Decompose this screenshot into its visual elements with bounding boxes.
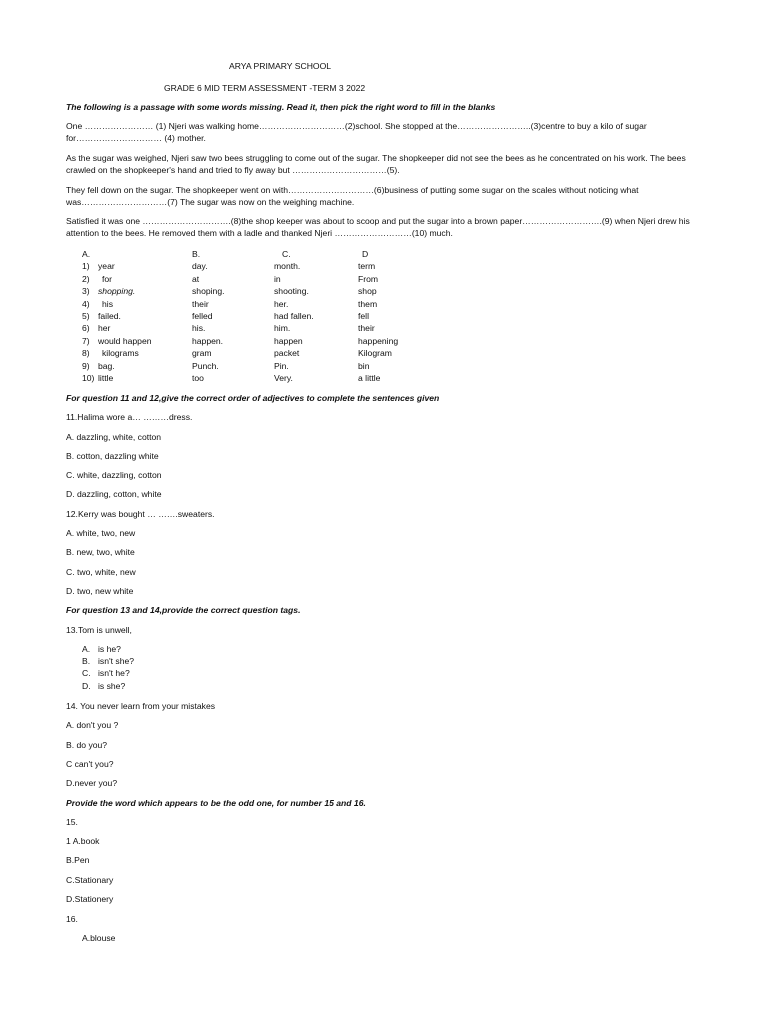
choice-option-a: kilograms xyxy=(102,348,139,359)
choice-option-c: happen xyxy=(274,335,303,346)
question-16: 16. xyxy=(66,914,78,924)
adjectives-instruction: For question 11 and 12,give the correct order of adjectives to complete the sentences given xyxy=(66,393,440,403)
question-11: 11.Halima wore a… ………dress. xyxy=(66,412,193,422)
choice-option-c: Very. xyxy=(274,372,293,383)
choice-number: 6) xyxy=(82,323,90,334)
choice-number: 1) xyxy=(82,261,90,272)
choice-option-a: his xyxy=(102,298,113,309)
choice-option-b: at xyxy=(192,273,200,284)
choice-option-d: bin xyxy=(358,360,370,371)
q14-option-d: D.never you? xyxy=(66,778,118,788)
choice-row xyxy=(66,335,466,347)
q11-option-a: A. dazzling, white, cotton xyxy=(66,432,162,442)
q14-option-a: A. don't you ? xyxy=(66,720,119,730)
choice-row xyxy=(66,372,466,384)
column-header-a: A. xyxy=(82,249,91,259)
oddone-instruction: Provide the word which appears to be the odd one, for number 15 and 16. xyxy=(66,798,366,808)
choice-option-d: term xyxy=(358,261,376,272)
column-header-b: B. xyxy=(192,249,201,259)
choice-option-a: her xyxy=(98,323,111,334)
tags-instruction: For question 13 and 14,provide the correct question tags. xyxy=(66,605,301,615)
choice-option-c: her. xyxy=(274,298,289,309)
choice-row xyxy=(66,260,466,272)
q11-option-b: B. cotton, dazzling white xyxy=(66,451,159,461)
choice-row xyxy=(66,360,466,372)
q16-option-a: A.blouse xyxy=(82,933,116,943)
choices-table xyxy=(66,248,466,384)
choice-option-b: their xyxy=(192,298,209,309)
q12-option-a: A. white, two, new xyxy=(66,528,136,538)
passage-paragraph-1: One …………………… (1) Njeri was walking home…………………………(2)school. She stopped at the……………………..(3)centre to buy a kilo of sugar for………………………… (4) mother. xyxy=(66,121,647,143)
choice-option-d: happening xyxy=(358,335,399,346)
q15-option-a: 1 A.book xyxy=(66,836,100,846)
choice-number: 5) xyxy=(82,310,90,321)
question-12: 12.Kerry was bought … …….sweaters. xyxy=(66,509,215,519)
passage-paragraph-2: As the sugar was weighed, Njeri saw two bees struggling to come out of the sugar. The shopkeeper did not see the bees as he concentrated on his work. The bees crawled on the shopkeeper's hand and tried to fly away but ……………………………(5). xyxy=(66,153,686,175)
choice-option-c: him. xyxy=(274,323,291,334)
passage-paragraph-4: Satisfied it was one ………………………….(8)the shop keeper was about to scoop and put the sugar into a brown paper……………………….(9) when Njeri drew his attention to the bees. He removed them with a ladle and thanked Njeri ………………………(10) much. xyxy=(66,216,690,238)
choice-option-d: them xyxy=(358,298,378,309)
q11-option-c: C. white, dazzling, cotton xyxy=(66,470,162,480)
choice-number: 9) xyxy=(82,360,90,371)
choice-option-a: would happen xyxy=(98,335,152,346)
q15-option-c: C.Stationary xyxy=(66,875,114,885)
cloze-instruction: The following is a passage with some words missing. Read it, then pick the right word to fill in the blanks xyxy=(66,102,496,112)
question-13: 13.Tom is unwell, xyxy=(66,625,132,635)
choice-number: 8) xyxy=(82,348,90,359)
passage-paragraph-3: They fell down on the sugar. The shopkeeper went on with…………………………(6)business of putting some sugar on the scales without noticing what was…………………………(7) The sugar was now on the weighing machine. xyxy=(66,185,639,207)
choice-row xyxy=(66,298,466,310)
choice-option-b: too xyxy=(192,372,204,383)
choice-number: 3) xyxy=(82,286,90,297)
choice-option-b: Punch. xyxy=(192,360,219,371)
choice-option-c: packet xyxy=(274,348,300,359)
choice-option-b: his. xyxy=(192,323,206,334)
choice-option-d: fell xyxy=(358,310,369,321)
assessment-title: GRADE 6 MID TERM ASSESSMENT -TERM 3 2022 xyxy=(164,83,366,93)
q15-option-b: B.Pen xyxy=(66,855,90,865)
choices-header-row xyxy=(66,248,466,260)
choice-option-a: failed. xyxy=(98,310,121,321)
q15-option-d: D.Stationery xyxy=(66,894,114,904)
choice-option-b: felled xyxy=(192,310,213,321)
choice-option-d: a little xyxy=(358,372,381,383)
q11-option-d: D. dazzling, cotton, white xyxy=(66,489,162,499)
choice-option-a: little xyxy=(98,372,114,383)
choice-number: 4) xyxy=(82,298,90,309)
q14-option-b: B. do you? xyxy=(66,740,108,750)
question-15: 15. xyxy=(66,817,78,827)
choice-number: 10) xyxy=(82,372,95,383)
choice-option-c: shooting. xyxy=(274,286,309,297)
q12-option-b: B. new, two, white xyxy=(66,547,135,557)
choice-option-b: happen. xyxy=(192,335,224,346)
choice-row xyxy=(66,322,466,334)
choice-option-b: shoping. xyxy=(192,286,225,297)
choice-option-d: their xyxy=(358,323,375,334)
choice-row xyxy=(66,310,466,322)
choice-option-d: Kilogram xyxy=(358,348,392,359)
choice-number: 2) xyxy=(82,273,90,284)
choice-option-a: year xyxy=(98,261,115,272)
choice-option-d: From xyxy=(358,273,379,284)
choice-option-b: day. xyxy=(192,261,208,272)
exam-page: ARYA PRIMARY SCHOOL GRADE 6 MID TERM ASSESSMENT -TERM 3 2022 The following is a passage with some words missing. Read it, then pick the right word to fill in the blanks One …………………… (1) Njeri was walking home…………………………(2)school. She stopped at the……………………..(3)centre to buy a kilo of sugar for………………………… (4) mother. As the sugar was weighed, Njeri saw two bees struggling to come out of the sugar. The shopkeeper did not see the bees as he concentrated on his work. The bees crawled on the shopkeeper's hand and tried to fly away but ……………………………(5). They fell down on the sugar. The shopkeeper went on with…………………………(6)business of putting some sugar on the scales without noticing what was…………………………(7) The sugar was now on the weighing machine. Satisfied it was one ………………………….(8)the shop keeper was about to scoop and put the sugar into a brown paper……………………….(9) when Njeri drew his attention to the bees. He removed them with a ladle and thanked Njeri ………………………(10) much. A. B. C. D 1) year day. month. term 2) for at in From 3) shopping. shoping. shooting. shop 4) his their her. them 5) failed. felled had fallen. fell 6) her his. him. their 7) would happen happen. happen happening 8) kilograms gram packet Kilogram 9) bag. Punch. Pin. bin 10) little too Very. a little For question 11 and 12,give the correct order of adjectives to complete the sentences given 11.Halima wore a… ………dress. A. dazzling, white, cotton B. cotton, dazzling white C. white, dazzling, cotton D. dazzling, cotton, white 12.Kerry was bought … …….sweaters. A. white, two, new B. new, two, white C. two, white, new D. two, new white For question 13 and 14,provide the correct question tags. 13.Tom is unwell, A. is he? B. isn't she? C. isn't he? D. is she? 14. You never learn from your mistakes A. don't you ? B. do you? C can't you? D.never you? Provide the word which appears to be the odd one, for number 15 and 16. 15. 1 A.book B.Pen C.Stationary D.Stationery 16. A.blouse xyxy=(0,0,768,1024)
choice-row xyxy=(66,285,466,297)
choice-option-d: shop xyxy=(358,286,377,297)
choice-option-a: bag. xyxy=(98,360,115,371)
column-header-d: D xyxy=(362,249,369,259)
choice-option-a: shopping. xyxy=(98,286,136,297)
q12-option-c: C. two, white, new xyxy=(66,567,136,577)
choice-option-b: gram xyxy=(192,348,212,359)
choice-row xyxy=(66,347,466,359)
school-name: ARYA PRIMARY SCHOOL xyxy=(229,61,332,71)
choice-number: 7) xyxy=(82,335,90,346)
q14-option-c: C can't you? xyxy=(66,759,114,769)
choice-option-c: month. xyxy=(274,261,301,272)
column-header-c: C. xyxy=(282,249,291,259)
choice-option-a: for xyxy=(102,273,113,284)
choice-option-c: in xyxy=(274,273,281,284)
question-14: 14. You never learn from your mistakes xyxy=(66,701,216,711)
choice-option-c: had fallen. xyxy=(274,310,314,321)
choice-option-c: Pin. xyxy=(274,360,289,371)
q12-option-d: D. two, new white xyxy=(66,586,134,596)
choice-row xyxy=(66,273,466,285)
